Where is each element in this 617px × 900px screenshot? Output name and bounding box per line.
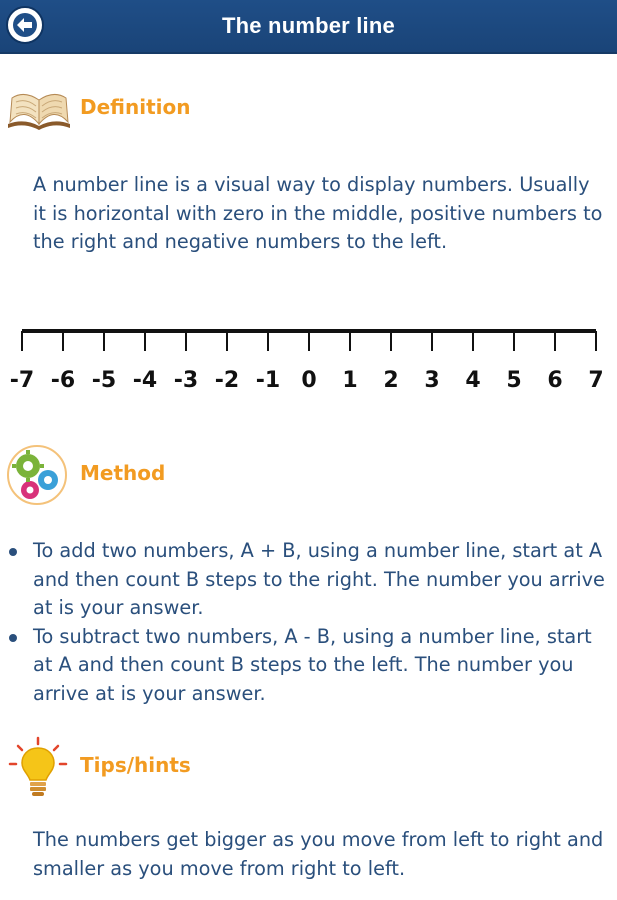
number-line-label: -7 <box>9 368 35 393</box>
method-item-add: To add two numbers, A + B, using a number line, start at A and then count B steps to the right. The number you arrive at is your answer. <box>0 537 608 623</box>
method-item-subtract: To subtract two numbers, A - B, using a number line, start at A and then count B steps to the left. The number you arrive at is your answer. <box>0 623 608 709</box>
number-line-label: -2 <box>214 368 240 393</box>
gears-icon <box>6 444 68 510</box>
page-title: The number line <box>222 13 395 38</box>
number-line-label: 7 <box>588 368 604 393</box>
number-line-label: 0 <box>301 368 317 393</box>
number-line-label: -3 <box>173 368 199 393</box>
number-line-label: 3 <box>424 368 440 393</box>
method-list <box>0 537 617 708</box>
tips-text: The numbers get bigger as you move from left to right and smaller as you move from right to left. <box>33 828 604 880</box>
number-line-label: 5 <box>506 368 522 393</box>
open-book-icon <box>4 88 74 134</box>
app-header <box>0 0 617 54</box>
definition-text: A number line is a visual way to display numbers. Usually it is horizontal with zero in the middle, positive numbers to the right and negative numbers to the left. <box>33 173 603 253</box>
number-line-label: 6 <box>547 368 563 393</box>
lightbulb-icon <box>8 736 68 804</box>
number-line-label: -4 <box>132 368 158 393</box>
number-line-label: -1 <box>255 368 281 393</box>
number-line-label: 1 <box>342 368 358 393</box>
tips-heading: Tips/hints <box>80 753 191 777</box>
number-line-label: 2 <box>383 368 399 393</box>
definition-heading: Definition <box>80 95 191 119</box>
number-line <box>0 318 617 398</box>
number-line-label: 4 <box>465 368 481 393</box>
number-line-label: -5 <box>91 368 117 393</box>
method-heading: Method <box>80 461 166 485</box>
number-line-label: -6 <box>50 368 76 393</box>
